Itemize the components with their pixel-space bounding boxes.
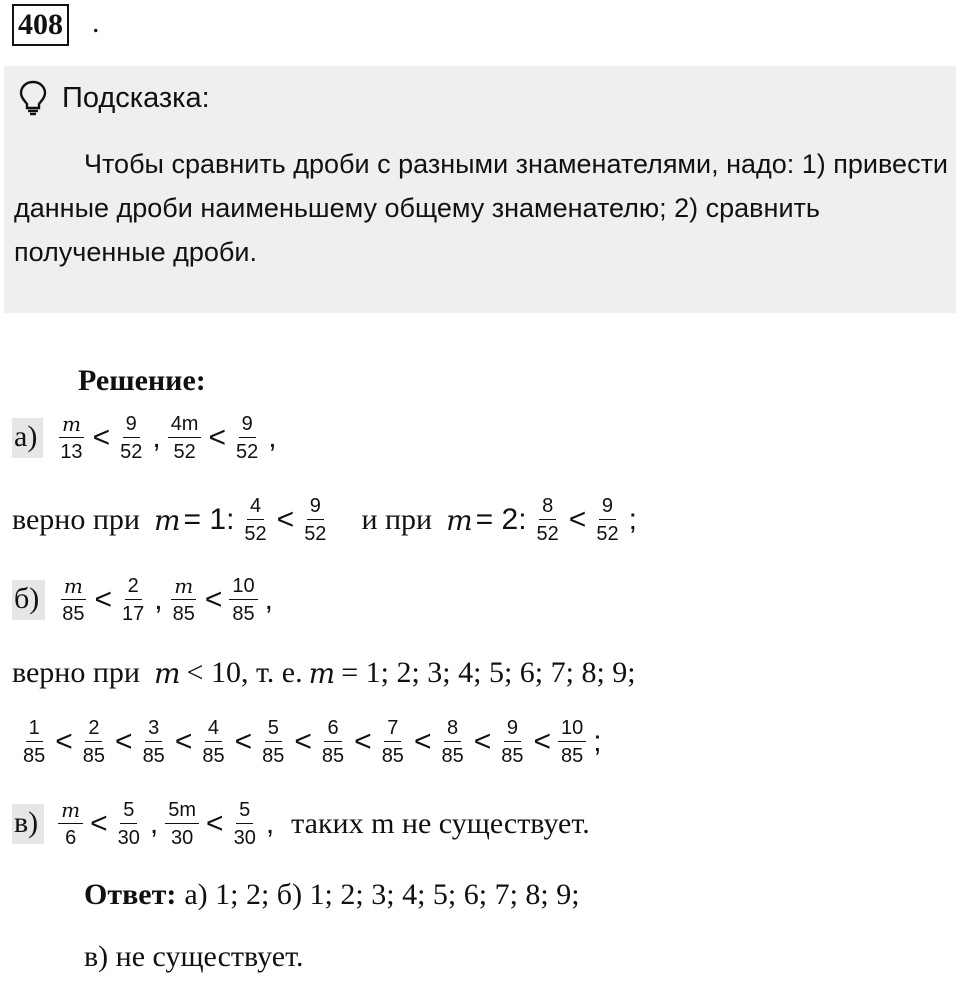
less-sign: <: [533, 725, 552, 758]
less-sign: <: [92, 421, 111, 454]
less-sign: <: [90, 807, 108, 840]
part-b-label: б): [12, 580, 45, 620]
var-m: m: [446, 503, 473, 537]
task-number-dot: .: [92, 6, 100, 39]
fraction: $\frac{9}{52}$: [120, 413, 143, 463]
hint-title: Подсказка:: [62, 81, 210, 114]
comma: ,: [265, 807, 275, 840]
less-sign: <: [55, 725, 73, 758]
fraction: $\frac{5}{30}$: [117, 799, 140, 849]
part-b-fractions-line: [16, 716, 605, 768]
less-sign: <: [115, 725, 133, 758]
answer-line-1: [84, 878, 580, 912]
fraction: $\frac{6}{85}$: [321, 717, 345, 767]
hint-text: Чтобы сравнить дроби с разными знаменателями, надо: 1) привести данные дроби наименьшему общему знаменателю; 2) сравнить полученные дроби.: [14, 149, 949, 267]
semicolon: ;: [628, 503, 637, 536]
var-m: m: [308, 656, 336, 690]
less-sign: <: [294, 725, 312, 758]
less-sign: <: [568, 503, 587, 536]
comma: ,: [152, 421, 161, 454]
answer-text-1: а) 1; 2; б) 1; 2; 3; 4; 5; 6; 7; 8; 9;: [184, 878, 580, 911]
less-sign: <: [204, 583, 223, 616]
task-number: 408: [12, 4, 69, 46]
fraction: $\frac{1}{85}$: [23, 717, 46, 767]
less-sign: <: [276, 503, 295, 536]
text: верно при: [12, 656, 140, 689]
fraction: $\frac{4}{85}$: [202, 717, 225, 767]
part-v-line: [12, 798, 590, 850]
answer-label: Ответ:: [84, 878, 177, 911]
fraction: $\frac{3}{85}$: [142, 717, 165, 767]
hint-panel: [4, 66, 956, 313]
fraction: $\frac{m}{13}$: [60, 412, 83, 463]
fraction: $\frac{8}{52}$: [536, 495, 559, 545]
less-sign: <: [413, 725, 432, 758]
solution-heading: [78, 364, 206, 398]
less-sign: <: [473, 725, 492, 758]
fraction: $\frac{9}{85}$: [501, 717, 524, 767]
comma: ,: [149, 807, 159, 840]
answer-text-2: в) не существует.: [84, 940, 304, 973]
fraction: $\frac{2}{17}$: [122, 575, 145, 625]
fraction: $\frac{9}{52}$: [236, 413, 259, 463]
fraction: $\frac{9}{52}$: [304, 495, 327, 545]
equation: = 2:: [475, 503, 527, 536]
text: верно при: [12, 503, 140, 536]
fraction: $\frac{9}{52}$: [596, 495, 619, 545]
fraction: $\frac{m}{85}$: [172, 574, 195, 625]
fraction: $\frac{7}{85}$: [381, 717, 404, 767]
comma: ,: [264, 583, 274, 616]
var-m: m: [153, 503, 181, 537]
part-v-label: в): [12, 804, 44, 844]
fraction: $\frac{4m}{52}$: [168, 412, 202, 464]
less-sign: <: [206, 807, 224, 840]
part-v-conclusion: таких m не существует.: [291, 807, 590, 840]
fraction: $\frac{m}{85}$: [62, 574, 85, 625]
solution-heading-text: Решение:: [78, 364, 206, 397]
less-sign: <: [174, 725, 193, 758]
comma: ,: [268, 421, 277, 454]
less-sign: <: [208, 421, 227, 454]
part-b-result-line: [12, 656, 636, 690]
condition: < 10, т. е.: [186, 656, 303, 689]
part-b-line: [12, 574, 276, 626]
fraction: $\frac{5}{30}$: [233, 799, 256, 849]
var-m: m: [153, 656, 181, 690]
fraction: $\frac{4}{52}$: [244, 495, 267, 545]
fraction: $\frac{10}{85}$: [229, 574, 257, 626]
less-sign: <: [354, 725, 372, 758]
hint-header: [18, 78, 210, 118]
equation: = 1:: [183, 503, 235, 536]
fraction: $\frac{2}{85}$: [82, 717, 106, 767]
fraction: $\frac{10}{85}$: [558, 716, 586, 768]
part-a-label: а): [12, 418, 43, 458]
semicolon: ;: [593, 725, 602, 758]
text: и при: [361, 503, 433, 536]
fraction: $\frac{8}{85}$: [441, 717, 464, 767]
comma: ,: [154, 583, 163, 616]
part-a-line: [12, 412, 280, 464]
less-sign: <: [94, 583, 113, 616]
part-a-result-line: [12, 494, 640, 546]
answer-line-2: [84, 940, 303, 974]
fraction: $\frac{5m}{30}$: [165, 798, 199, 850]
less-sign: <: [234, 725, 253, 758]
values-list: = 1; 2; 3; 4; 5; 6; 7; 8; 9;: [341, 656, 636, 689]
fraction: $\frac{5}{85}$: [262, 717, 285, 767]
lightbulb-icon: [18, 80, 48, 116]
fraction: $\frac{m}{6}$: [58, 798, 83, 850]
